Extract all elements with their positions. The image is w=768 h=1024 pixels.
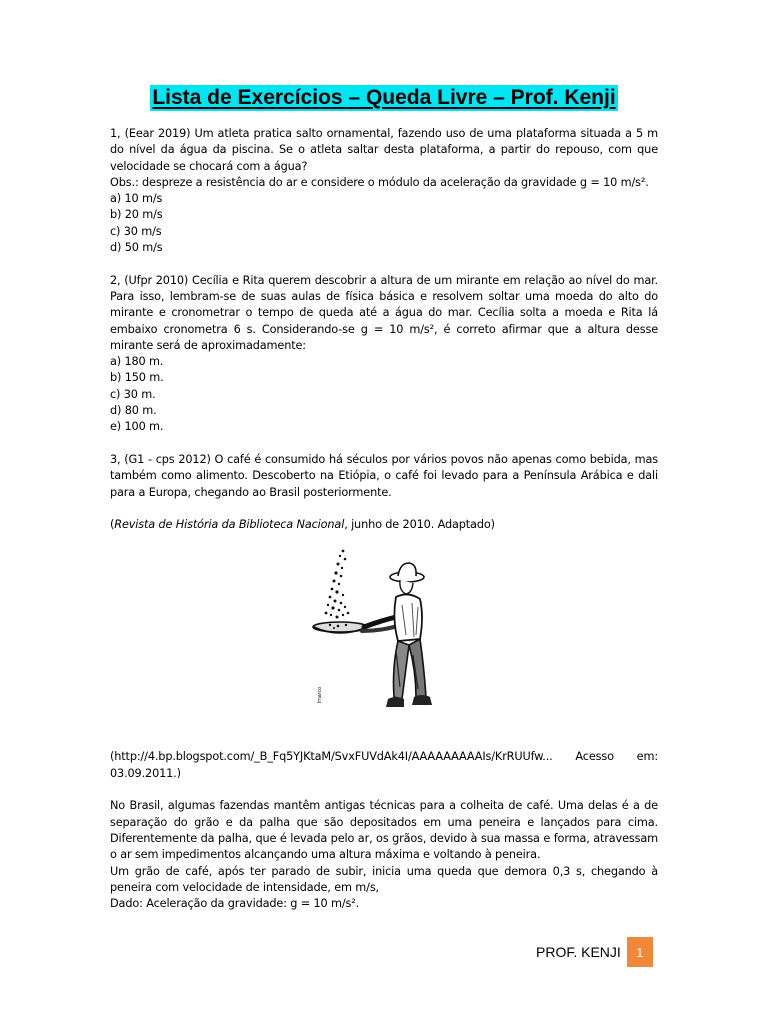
page-number-badge: 1 — [627, 937, 653, 967]
question-1-option-c: c) 30 m/s — [110, 224, 162, 238]
question-2-option-e: e) 100 m. — [110, 420, 164, 434]
image-source-link[interactable]: (http://4.bp.blogspot.com/_B_Fq5YJKtaM/SvxFUVdAk4I/AAAAAAAAAIs/KrRUUfw... Acesso em: 03.09.2011.) — [110, 750, 658, 780]
page-title: Lista de Exercícios – Queda Livre – Prof. Kenji — [152, 86, 616, 109]
question-3-given: Dado: Aceleração da gravidade: g = 10 m/s². — [110, 897, 360, 911]
question-1-text: 1, (Eear 2019) Um atleta pratica salto ornamental, fazendo uso de uma plataforma situada a 5 m do nível da água da piscina. Se o atleta saltar desta plataforma, a partir do repouso, com que velocidade se chocará com a água? — [110, 127, 658, 173]
question-1-option-a: a) 10 m/s — [110, 192, 163, 206]
question-3-paragraph-1: No Brasil, algumas fazendas mantêm antigas técnicas para a colheita de café. Uma delas é a de separação do grão e da palha que são depositados em uma peneira e lançados para cima. Diferentemente da palha, que é levada pelo ar, os grãos, devido à sua massa e forma, atravessam o ar sem impedimentos alcançando uma altura máxima e voltando à peneira. — [110, 799, 658, 862]
image-credit: Imarco — [317, 687, 323, 704]
question-3-source — [110, 517, 658, 533]
question-1-option-b: b) 20 m/s — [110, 208, 163, 222]
page-footer — [536, 937, 653, 967]
question-2-option-d: d) 80 m. — [110, 404, 157, 418]
question-2-option-b: b) 150 m. — [110, 371, 164, 385]
footer-author: PROF. KENJI — [536, 944, 621, 960]
question-3-paragraph-2: Um grão de café, após ter parado de subir, inicia uma queda que demora 0,3 s, chegando à peneira com velocidade de intensidade, em m/s, — [110, 864, 658, 894]
question-1-obs: Obs.: despreze a resistência do ar e considere o módulo da aceleração da gravidade g = 10 m/s². — [110, 175, 649, 189]
question-1-option-d: d) 50 m/s — [110, 241, 163, 255]
farmer-sieve-drawing — [312, 547, 442, 732]
document-body — [110, 126, 658, 912]
coffee-farmer-illustration — [312, 547, 442, 732]
source-open: ( — [110, 518, 115, 532]
question-2-option-c: c) 30 m. — [110, 387, 156, 401]
question-2-option-a: a) 180 m. — [110, 355, 164, 369]
question-3-text: 3, (G1 - cps 2012) O café é consumido há séculos por vários povos não apenas como bebida, mas também como alimento. Descoberto na Etiópia, o café foi levado para a Península Arábica e dali para a Europa, chegando ao Brasil posteriormente. — [110, 452, 658, 499]
source-title: Revista de História da Biblioteca Nacional — [114, 518, 345, 532]
question-2-text: 2, (Ufpr 2010) Cecília e Rita querem descobrir a altura de um mirante em relação ao nível do mar. Para isso, lembram-se de suas aulas de física básica e resolvem soltar uma moeda do alto do mirante e cronometrar o tempo de queda até a água do mar. Cecília solta a moeda e Rita lá embaixo cronometra 6 s. Considerando-se g = 10 m/s², é correto afirmar que a altura desse mirante será de aproximadamente: — [110, 273, 658, 352]
title-container — [0, 85, 768, 111]
source-rest: , junho de 2010. Adaptado) — [344, 518, 495, 532]
